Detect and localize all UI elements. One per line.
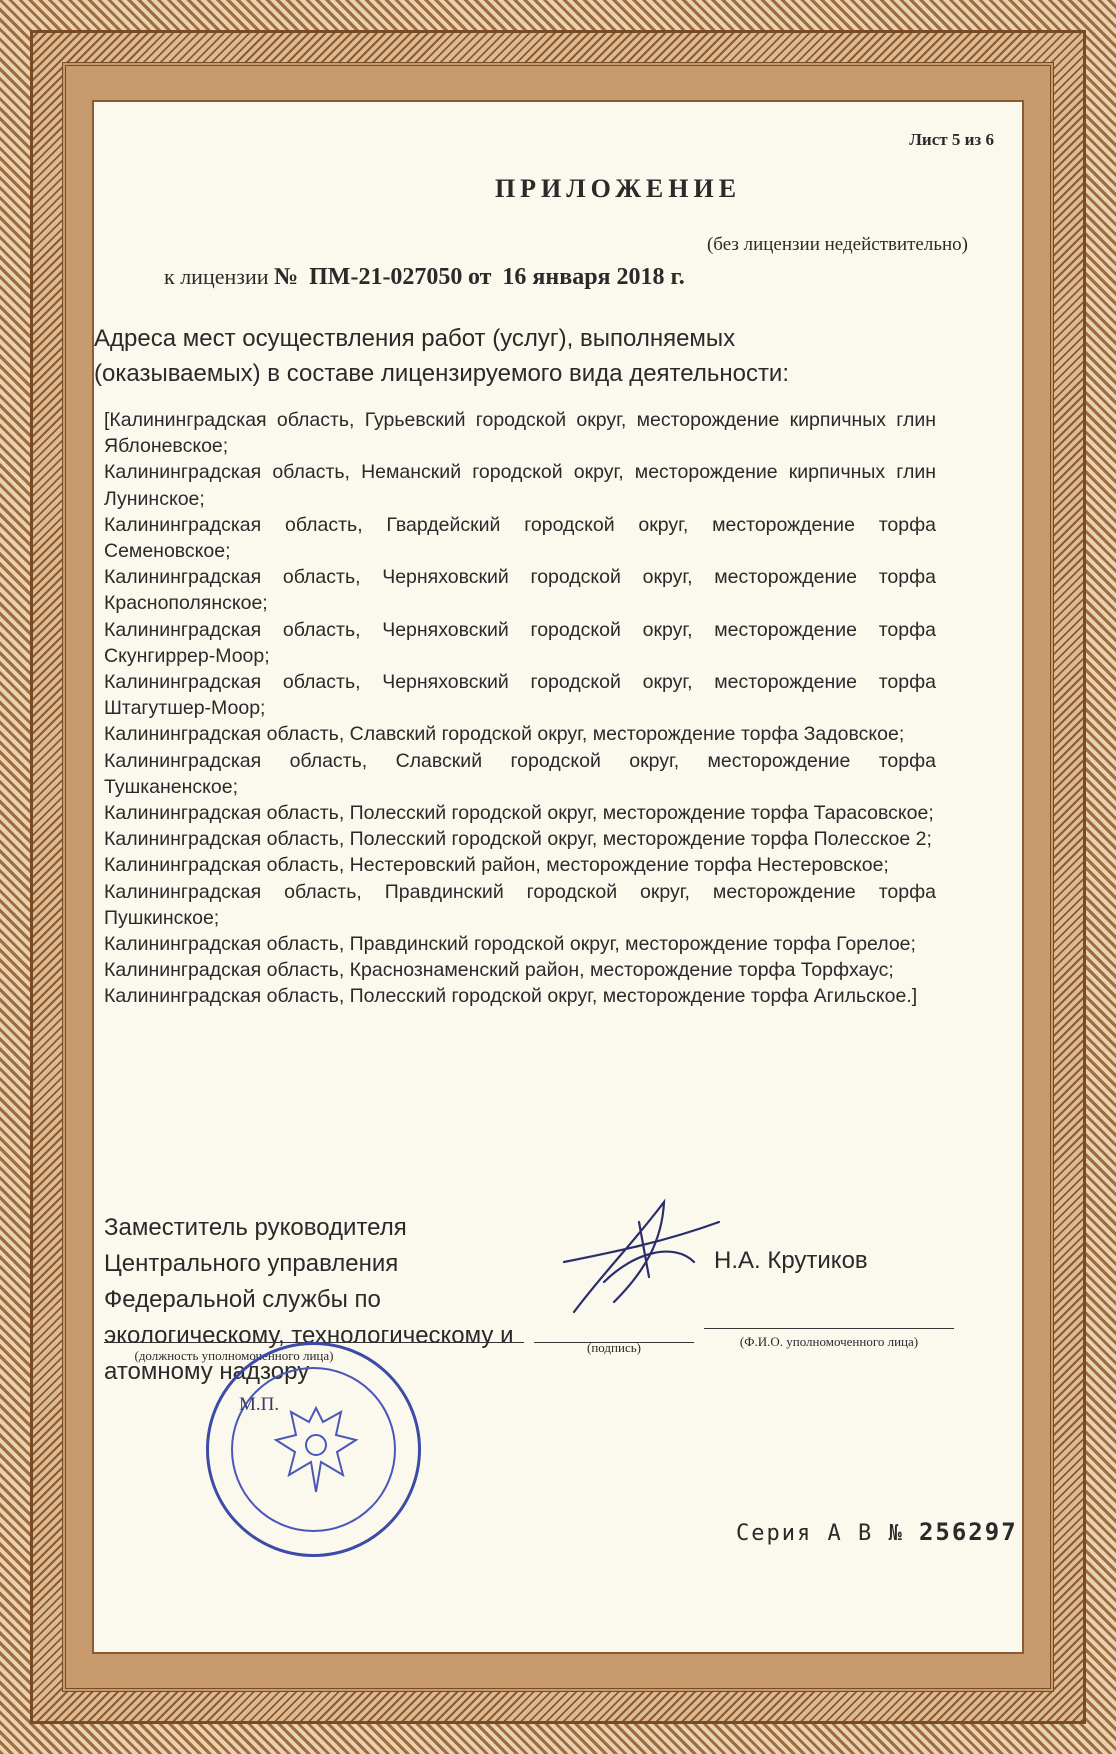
position-caption: (должность уполномоченного лица) bbox=[134, 1348, 334, 1363]
license-number: ПМ-21-027050 bbox=[309, 264, 463, 290]
license-date: 16 января 2018 г. bbox=[502, 264, 685, 290]
license-from: от bbox=[467, 264, 492, 290]
address-item: Калининградская область, Нестеровский район, месторождение торфа Нестеровское; bbox=[104, 854, 889, 877]
eagle-emblem-icon bbox=[271, 1400, 361, 1500]
address-item: Калининградская область, Полесский городской округ, месторождение торфа Агильское.] bbox=[104, 985, 918, 1008]
address-item: Калининградская область, Гвардейский городской округ, месторождение торфа Семеновское; bbox=[104, 513, 936, 563]
signature-caption: (подпись) bbox=[587, 1340, 641, 1355]
address-list bbox=[104, 407, 936, 1010]
form-series bbox=[736, 1518, 1018, 1546]
address-item: Калининградская область, Правдинский городской округ, месторождение торфа Пушкинское; bbox=[104, 880, 936, 929]
license-number-sign: № bbox=[274, 264, 299, 290]
address-item: Калининградская область, Неманский городской округ, месторождение кирпичных глин Лунинское; bbox=[104, 461, 936, 510]
signer-position: Заместитель руководителя Центрального управления Федеральной службы по экологическому, технологическому и атомному надзору bbox=[104, 1214, 514, 1385]
license-prefix: к лицензии bbox=[164, 264, 269, 289]
series-number: 256297 bbox=[918, 1518, 1018, 1546]
official-seal bbox=[206, 1342, 421, 1557]
addresses-heading: Адреса мест осуществления работ (услуг), выполняемых (оказываемых) в составе лицензируемого вида деятельности: bbox=[94, 325, 790, 387]
document-sheet bbox=[92, 100, 1024, 1654]
address-item: Калининградская область, Полесский городской округ, месторождение торфа Тарасовское; bbox=[104, 802, 934, 825]
series-label: Серия А В № bbox=[736, 1521, 904, 1546]
address-item: Калининградская область, Черняховский городской округ, месторождение торфа Краснополянское; bbox=[104, 566, 936, 615]
address-item: Калининградская область, Черняховский городской округ, месторождение торфа Штагутшер-Моор; bbox=[104, 671, 936, 720]
stamp-label: М.П. bbox=[239, 1394, 280, 1415]
address-item: Калининградская область, Славский городской округ, месторождение торфа Тушканенское; bbox=[104, 749, 936, 798]
address-item: Калининградская область, Краснознаменский район, месторождение торфа Торфхаус; bbox=[104, 959, 894, 982]
name-caption: (Ф.И.О. уполномоченного лица) bbox=[739, 1334, 919, 1349]
address-item: Калининградская область, Черняховский городской округ, месторождение торфа Скунгиррер-Моор; bbox=[104, 618, 936, 667]
signature-scribble bbox=[544, 1182, 724, 1332]
address-item: Калининградская область, Славский городской округ, месторождение торфа Задовское; bbox=[104, 723, 905, 746]
address-item: [Калининградская область, Гурьевский городской округ, месторождение кирпичных глин Яблоневское; bbox=[104, 409, 936, 458]
signer-name: Н.А. Крутиков bbox=[714, 1247, 868, 1274]
validity-note: (без лицензии недействительно) bbox=[706, 234, 968, 255]
document-title: ПРИЛОЖЕНИЕ bbox=[494, 174, 742, 203]
sheet-number: Лист 5 из 6 bbox=[909, 130, 994, 149]
license-reference bbox=[164, 264, 685, 291]
address-item: Калининградская область, Полесский городской округ, месторождение торфа Полесское 2; bbox=[104, 828, 932, 851]
address-item: Калининградская область, Правдинский городской округ, месторождение торфа Горелое; bbox=[104, 933, 916, 956]
name-line bbox=[704, 1328, 954, 1329]
